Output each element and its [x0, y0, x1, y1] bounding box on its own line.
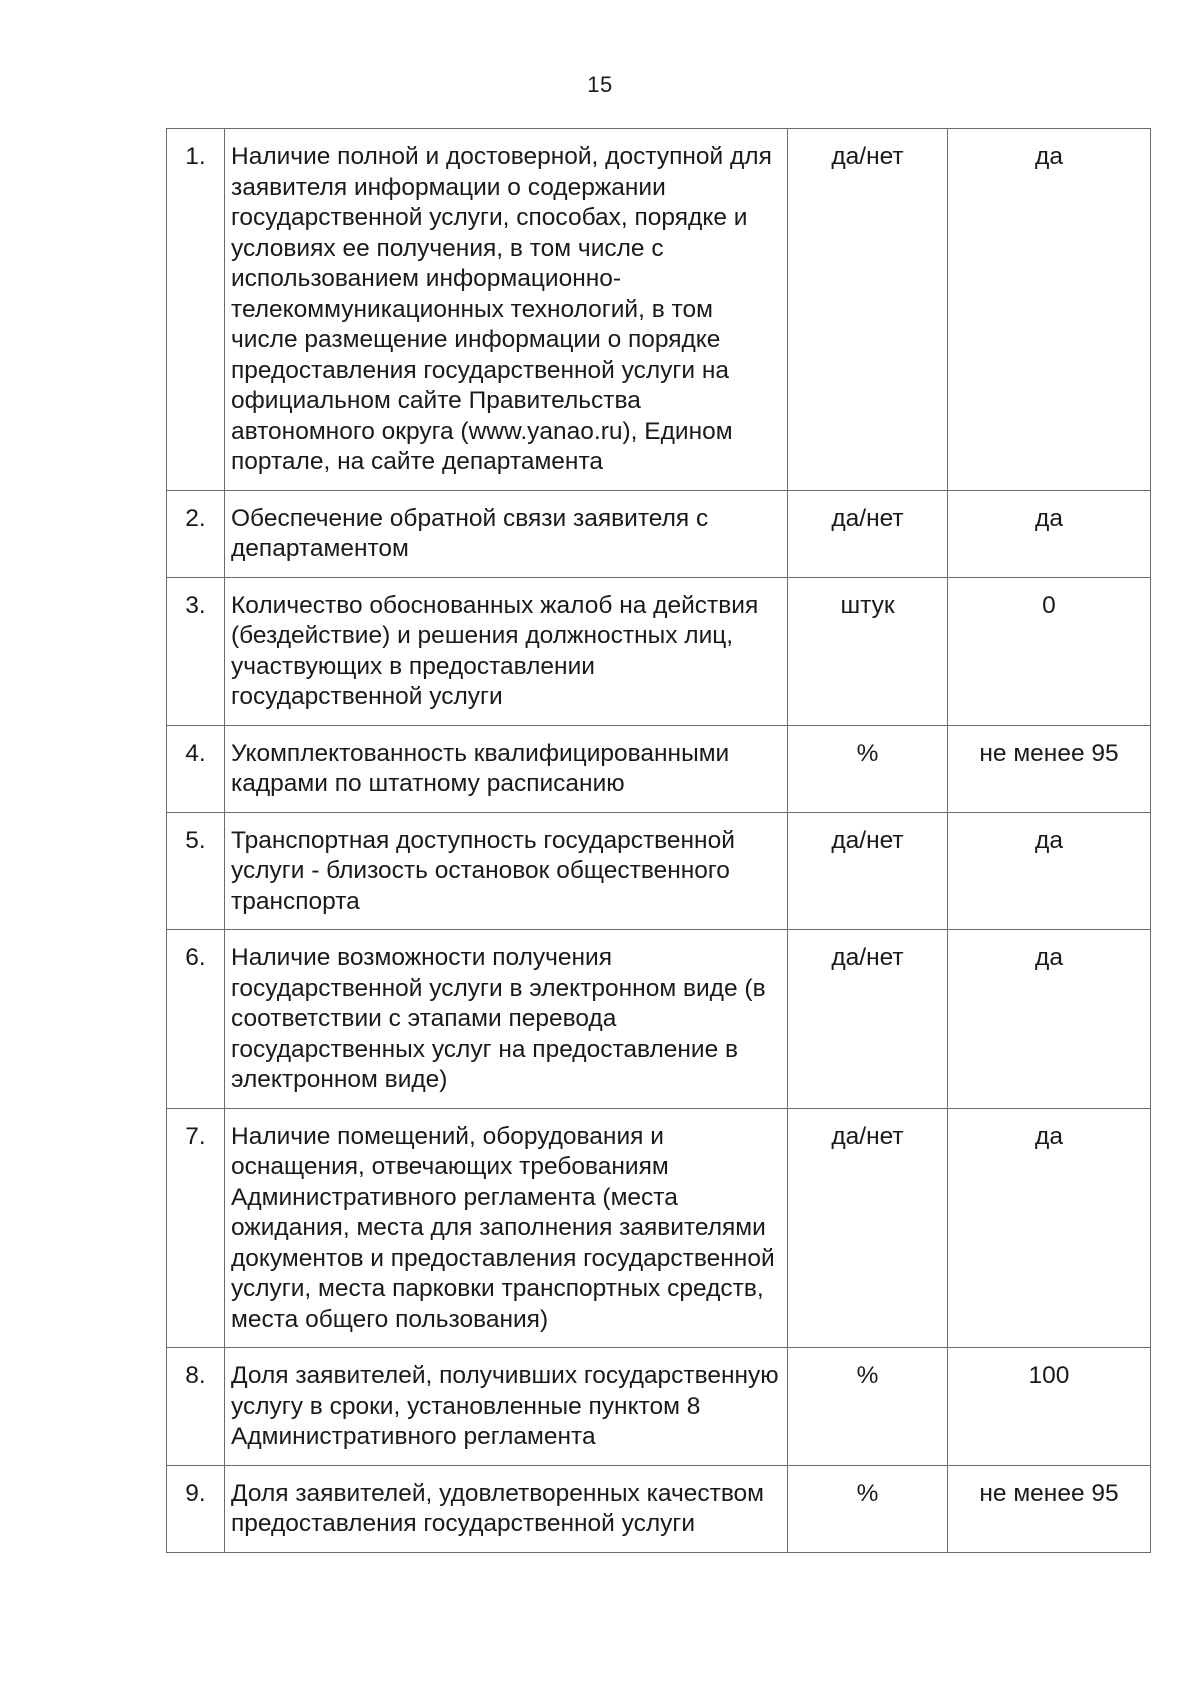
target-value: 100 [948, 1348, 1151, 1466]
indicators-table [166, 128, 1151, 1553]
target-value: да [948, 490, 1151, 577]
row-number: 2. [167, 490, 225, 577]
row-number: 6. [167, 930, 225, 1109]
unit-of-measure: штук [788, 577, 948, 725]
unit-of-measure: да/нет [788, 129, 948, 491]
table-row [167, 725, 1151, 812]
unit-of-measure: % [788, 1348, 948, 1466]
row-number: 8. [167, 1348, 225, 1466]
row-number: 1. [167, 129, 225, 491]
indicator-name: Количество обоснованных жалоб на действия (бездействие) и решения должностных лиц, участвующих в предоставлении государственной услуги [225, 577, 788, 725]
unit-of-measure: да/нет [788, 1108, 948, 1348]
table-row [167, 490, 1151, 577]
unit-of-measure: % [788, 1465, 948, 1552]
target-value: да [948, 812, 1151, 930]
unit-of-measure: % [788, 725, 948, 812]
indicator-name: Обеспечение обратной связи заявителя с департаментом [225, 490, 788, 577]
indicator-name: Доля заявителей, получивших государственную услугу в сроки, установленные пунктом 8 Административного регламента [225, 1348, 788, 1466]
target-value: да [948, 930, 1151, 1109]
indicator-name: Укомплектованность квалифицированными кадрами по штатному расписанию [225, 725, 788, 812]
table-row [167, 1465, 1151, 1552]
target-value: не менее 95 [948, 725, 1151, 812]
target-value: да [948, 1108, 1151, 1348]
row-number: 4. [167, 725, 225, 812]
unit-of-measure: да/нет [788, 812, 948, 930]
row-number: 7. [167, 1108, 225, 1348]
table-row [167, 1108, 1151, 1348]
row-number: 9. [167, 1465, 225, 1552]
table-row [167, 129, 1151, 491]
indicator-name: Транспортная доступность государственной услуги - близость остановок общественного транспорта [225, 812, 788, 930]
row-number: 3. [167, 577, 225, 725]
row-number: 5. [167, 812, 225, 930]
indicator-name: Доля заявителей, удовлетворенных качеством предоставления государственной услуги [225, 1465, 788, 1552]
indicator-name: Наличие полной и достоверной, доступной для заявителя информации о содержании государственной услуги, способах, порядке и условиях ее получения, в том числе с использованием информационно-телекоммуникационных технологий, в том числе размещение информации о порядке предоставления государственной услуги на официальном сайте Правительства автономного округа (www.yanao.ru), Едином портале, на сайте департамента [225, 129, 788, 491]
target-value: не менее 95 [948, 1465, 1151, 1552]
target-value: 0 [948, 577, 1151, 725]
table-row [167, 1348, 1151, 1466]
indicator-name: Наличие помещений, оборудования и оснащения, отвечающих требованиям Административного регламента (места ожидания, места для заполнения заявителями документов и предоставления государственной услуги, места парковки транспортных средств, места общего пользования) [225, 1108, 788, 1348]
table-row [167, 930, 1151, 1109]
unit-of-measure: да/нет [788, 490, 948, 577]
target-value: да [948, 129, 1151, 491]
indicator-name: Наличие возможности получения государственной услуги в электронном виде (в соответствии с этапами перевода государственных услуг на предоставление в электронном виде) [225, 930, 788, 1109]
unit-of-measure: да/нет [788, 930, 948, 1109]
table-row [167, 812, 1151, 930]
page-number: 15 [587, 72, 613, 97]
table-row [167, 577, 1151, 725]
